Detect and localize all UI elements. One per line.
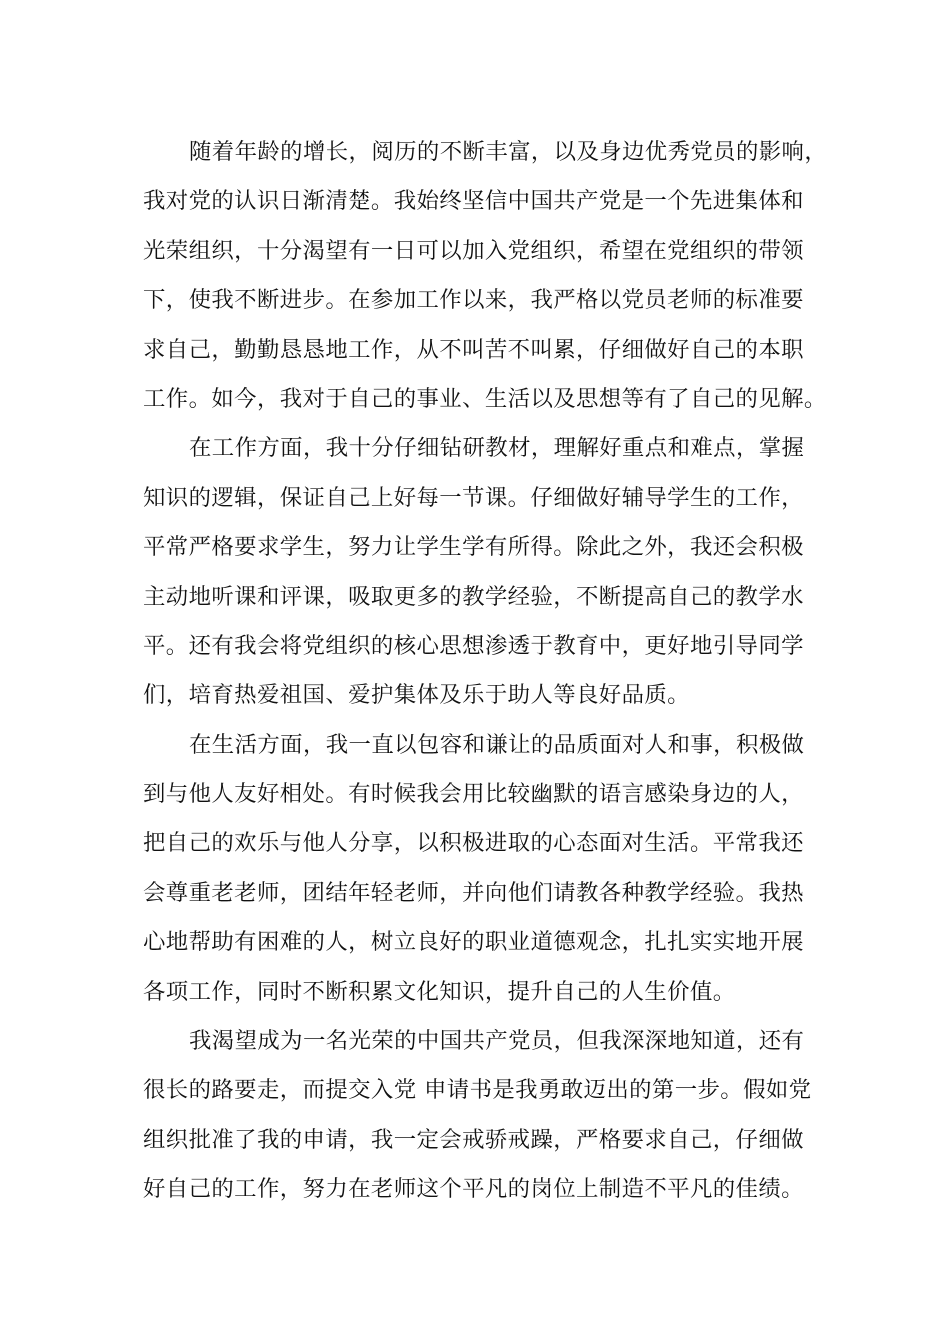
text-line: 把自己的欢乐与他人分享，以积极进取的心态面对生活。平常我还 — [143, 830, 804, 857]
text-line: 光荣组织，十分渴望有一日可以加入党组织，希望在党组织的带领 — [143, 237, 804, 264]
text-line: 好自己的工作，努力在老师这个平凡的岗位上制造不平凡的佳绩。 — [143, 1176, 804, 1203]
text-line: 到与他人友好相处。有时候我会用比较幽默的语言感染身边的人， — [143, 781, 804, 808]
text-line: 心地帮助有困难的人，树立良好的职业道德观念，扎扎实实地开展 — [143, 929, 804, 956]
text-line: 会尊重老老师，团结年轻老师，并向他们请教各种教学经验。我热 — [143, 879, 804, 906]
paragraph-4 — [143, 1017, 813, 1215]
text-line: 求自己，勤勤恳恳地工作，从不叫苦不叫累，仔细做好自己的本职 — [143, 336, 804, 363]
text-line: 下，使我不断进步。在参加工作以来，我严格以党员老师的标准要 — [143, 287, 804, 314]
paragraph-3 — [143, 721, 813, 1017]
text-line: 组织批准了我的申请，我一定会戒骄戒躁，严格要求自己，仔细做 — [143, 1126, 804, 1153]
text-line: 主动地听课和评课，吸取更多的教学经验，不断提高自己的教学水 — [143, 583, 804, 610]
paragraph-2 — [143, 424, 813, 720]
text-line: 我对党的认识日渐清楚。我始终坚信中国共产党是一个先进集体和 — [143, 188, 804, 215]
text-line: 各项工作，同时不断积累文化知识，提升自己的人生价值。 — [143, 978, 736, 1005]
document-body — [143, 128, 828, 1215]
text-line: 在生活方面，我一直以包容和谦让的品质面对人和事，积极做 — [189, 731, 805, 758]
text-line: 随着年龄的增长，阅历的不断丰富，以及身边优秀党员的影响， — [189, 139, 828, 165]
text-line: 工作。如今，我对于自己的事业、生活以及思想等有了自己的见解。 — [143, 385, 827, 412]
text-line: 在工作方面，我十分仔细钻研教材，理解好重点和难点，掌握 — [189, 435, 805, 462]
text-line: 我渴望成为一名光荣的中国共产党员，但我深深地知道，还有 — [189, 1028, 805, 1055]
text-line: 平常严格要求学生，努力让学生学有所得。除此之外，我还会积极 — [143, 534, 804, 561]
text-line: 们，培育热爱祖国、爱护集体及乐于助人等良好品质。 — [143, 682, 690, 709]
paragraph-1 — [143, 128, 828, 424]
text-line: 知识的逻辑，保证自己上好每一节课。仔细做好辅导学生的工作， — [143, 484, 804, 511]
text-line: 很长的路要走，而提交入党 申请书是我勇敢迈出的第一步。假如党 — [143, 1077, 812, 1104]
text-line: 平。还有我会将党组织的核心思想渗透于教育中，更好地引导同学 — [143, 632, 804, 659]
